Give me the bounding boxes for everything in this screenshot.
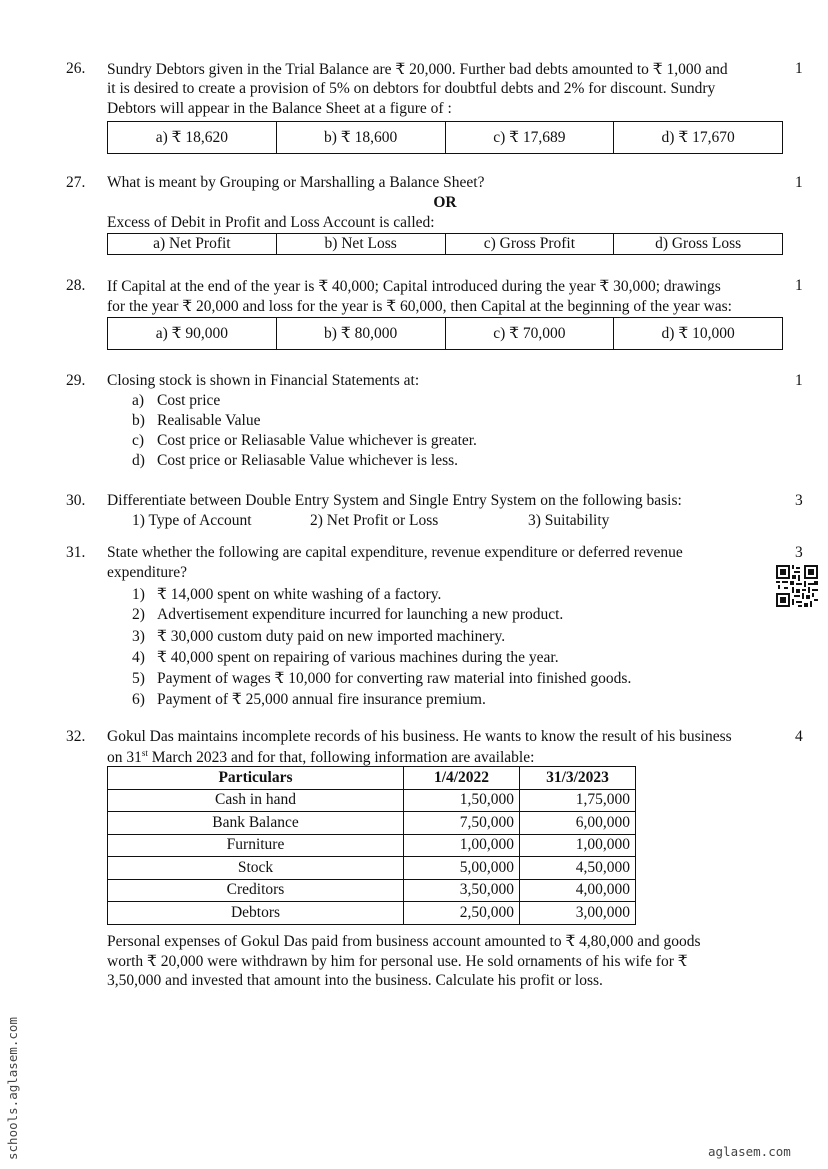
basis-2: 2) Net Profit or Loss — [310, 512, 439, 529]
amount-cell: 4,00,000 — [520, 879, 636, 902]
list-item-text: ₹ 40,000 spent on repairing of various machines during the year. — [157, 649, 559, 666]
question-text-line: Differentiate between Double Entry System and Single Entry System on the following basis: — [107, 492, 682, 509]
question-text-line: State whether the following are capital expenditure, revenue expenditure or deferred revenue — [107, 544, 683, 561]
question-marks: 3 — [795, 544, 803, 561]
table-row — [108, 789, 636, 812]
list-item-text: Advertisement expenditure incurred for launching a new product. — [157, 606, 564, 623]
list-item-text: ₹ 14,000 spent on white washing of a factory. — [157, 586, 442, 603]
question-text-line: Sundry Debtors given in the Trial Balance are ₹ 20,000. Further bad debts amounted to ₹ 1,000 and — [107, 61, 728, 78]
option-a: a) ₹ 18,620 — [108, 122, 277, 154]
question-text-line: expenditure? — [107, 564, 188, 581]
basis-1: 1) Type of Account — [132, 512, 252, 529]
header-particulars: Particulars — [108, 767, 404, 790]
list-item-label: c) — [132, 432, 145, 449]
amount-cell: 4,50,000 — [520, 857, 636, 880]
question-text-line: What is meant by Grouping or Marshalling a Balance Sheet? — [107, 174, 485, 191]
bottom-watermark: aglasem.com — [708, 1144, 791, 1159]
list-item — [132, 690, 486, 709]
list-item — [132, 432, 477, 450]
question-marks: 1 — [795, 174, 803, 191]
option-d: d) Gross Loss — [614, 234, 783, 255]
amount-cell: 5,00,000 — [404, 857, 520, 880]
options-table — [107, 121, 783, 154]
amount-cell: 3,00,000 — [520, 902, 636, 925]
question-number: 32. — [66, 728, 86, 745]
question-marks: 1 — [795, 60, 803, 77]
list-item — [132, 412, 260, 430]
option-a: a) ₹ 90,000 — [108, 318, 277, 350]
side-watermark: schools.aglasem.com — [5, 1017, 20, 1160]
table-row — [108, 902, 636, 925]
particular-cell: Debtors — [108, 902, 404, 925]
option-d: d) ₹ 17,670 — [614, 122, 783, 154]
option-a: a) Net Profit — [108, 234, 277, 255]
date-superscript: st — [141, 748, 148, 758]
question-text-line: 3,50,000 and invested that amount into the business. Calculate his profit or loss. — [107, 972, 603, 989]
question-number: 31. — [66, 544, 86, 561]
option-b: b) ₹ 18,600 — [276, 122, 445, 154]
options-table — [107, 233, 783, 255]
particular-cell: Stock — [108, 857, 404, 880]
list-item — [132, 648, 559, 667]
option-c: c) ₹ 17,689 — [445, 122, 614, 154]
question-text-line — [107, 748, 534, 767]
question-number: 29. — [66, 372, 86, 389]
question-number: 30. — [66, 492, 86, 509]
option-c: c) Gross Profit — [445, 234, 614, 255]
date-text-rest: March 2023 and for that, following information are available: — [147, 749, 535, 767]
question-marks: 4 — [795, 728, 803, 745]
amount-cell: 1,75,000 — [520, 789, 636, 812]
particular-cell: Cash in hand — [108, 789, 404, 812]
amount-cell: 3,50,000 — [404, 879, 520, 902]
amount-cell: 2,50,000 — [404, 902, 520, 925]
amount-cell: 1,00,000 — [520, 834, 636, 857]
list-item-label: 5) — [132, 670, 145, 687]
amount-cell: 1,00,000 — [404, 834, 520, 857]
list-item-label: b) — [132, 412, 145, 429]
balances-table — [107, 766, 636, 925]
list-item-label: d) — [132, 452, 145, 469]
list-item-label: 3) — [132, 628, 145, 645]
list-item-text: Payment of ₹ 25,000 annual fire insurance premium. — [157, 691, 486, 708]
list-item — [132, 669, 631, 688]
list-item — [132, 452, 458, 470]
option-c: c) ₹ 70,000 — [445, 318, 614, 350]
qr-code-icon — [776, 565, 818, 607]
list-item-label: 4) — [132, 649, 145, 666]
question-marks: 3 — [795, 492, 803, 509]
amount-cell: 1,50,000 — [404, 789, 520, 812]
table-row — [108, 857, 636, 880]
list-item-label: 1) — [132, 586, 145, 603]
list-item-text: Realisable Value — [157, 412, 261, 429]
question-text-line: Personal expenses of Gokul Das paid from business account amounted to ₹ 4,80,000 and goods — [107, 933, 701, 950]
question-number: 26. — [66, 60, 86, 77]
question-text-line: Closing stock is shown in Financial Statements at: — [107, 372, 420, 389]
amount-cell: 7,50,000 — [404, 812, 520, 835]
list-item-text: Cost price — [157, 392, 221, 409]
list-item-text: ₹ 30,000 custom duty paid on new imported machinery. — [157, 628, 506, 645]
or-separator: OR — [433, 194, 457, 211]
list-item-text: Payment of wages ₹ 10,000 for converting raw material into finished goods. — [157, 670, 632, 687]
list-item-text: Cost price or Reliasable Value whichever is greater. — [157, 432, 477, 449]
particular-cell: Furniture — [108, 834, 404, 857]
option-d: d) ₹ 10,000 — [614, 318, 783, 350]
table-header-row — [108, 767, 636, 790]
question-number: 27. — [66, 174, 86, 191]
list-item-label: 6) — [132, 691, 145, 708]
question-text-line: it is desired to create a provision of 5% on debtors for doubtful debts and 2% for discount. Sundry — [107, 80, 716, 97]
options-table — [107, 317, 783, 350]
list-item-text: Cost price or Reliasable Value whichever is less. — [157, 452, 459, 469]
question-marks: 1 — [795, 277, 803, 294]
question-text-line: Debtors will appear in the Balance Sheet at a figure of : — [107, 100, 452, 117]
list-item-label: 2) — [132, 606, 145, 623]
list-item — [132, 585, 441, 604]
header-closing: 31/3/2023 — [520, 767, 636, 790]
particular-cell: Creditors — [108, 879, 404, 902]
basis-3: 3) Suitability — [528, 512, 610, 529]
table-row — [108, 812, 636, 835]
list-item — [132, 392, 220, 410]
option-b: b) Net Loss — [276, 234, 445, 255]
question-text-line: worth ₹ 20,000 were withdrawn by him for personal use. He sold ornaments of his wife for ₹ — [107, 953, 688, 970]
list-item-label: a) — [132, 392, 145, 409]
question-text-line: If Capital at the end of the year is ₹ 40,000; Capital introduced during the year ₹ 30,000; drawings — [107, 278, 721, 295]
question-text-line: Gokul Das maintains incomplete records of his business. He wants to know the result of his business — [107, 728, 732, 745]
header-opening: 1/4/2022 — [404, 767, 520, 790]
list-item — [132, 606, 563, 624]
question-marks: 1 — [795, 372, 803, 389]
table-row — [108, 879, 636, 902]
question-text-line: for the year ₹ 20,000 and loss for the year is ₹ 60,000, then Capital at the beginning of the year was: — [107, 298, 732, 315]
particular-cell: Bank Balance — [108, 812, 404, 835]
amount-cell: 6,00,000 — [520, 812, 636, 835]
option-b: b) ₹ 80,000 — [276, 318, 445, 350]
date-text: on 31 — [107, 749, 142, 767]
list-item — [132, 627, 505, 646]
question-text-line: Excess of Debit in Profit and Loss Account is called: — [107, 214, 435, 231]
table-row — [108, 834, 636, 857]
question-number: 28. — [66, 277, 86, 294]
